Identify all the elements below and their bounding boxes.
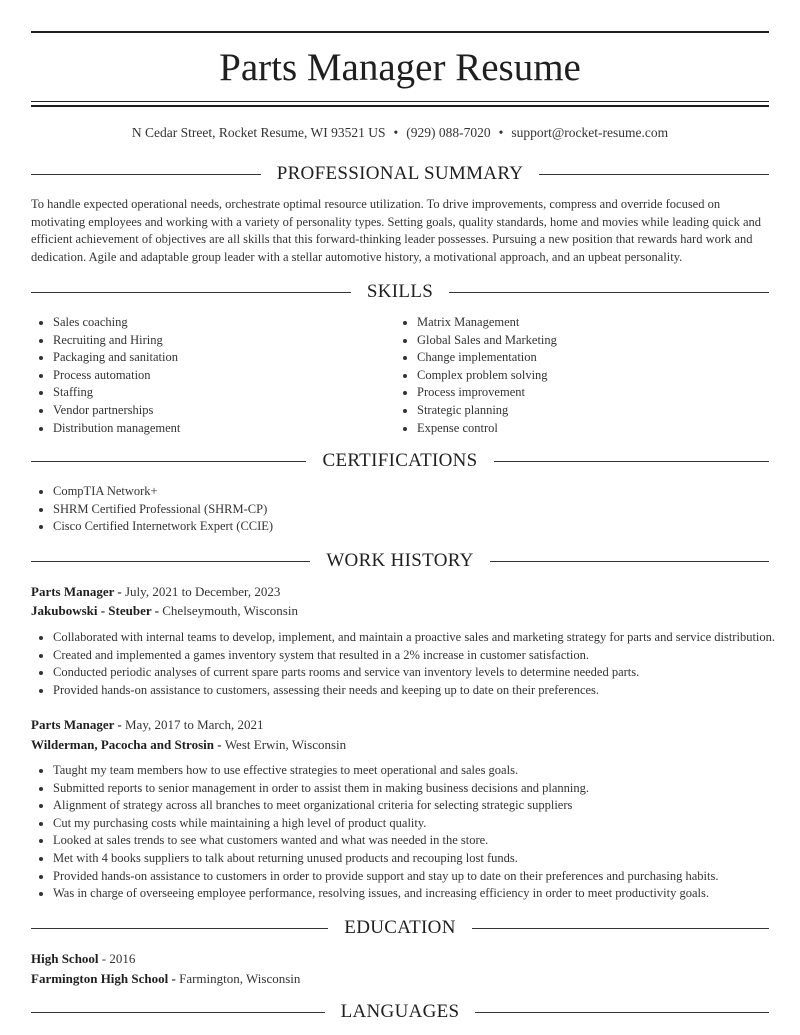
job-bullets [31,629,791,699]
job-dates: May, 2017 to March, 2021 [125,717,264,732]
job-company-line: Wilderman, Pacocha and Strosin - West Erwin, Wisconsin [31,737,347,752]
section-heading-work-history [31,548,769,574]
job-bullet: • Looked at sales trends to see what customers wanted and what was needed in the store. [53,832,791,850]
job-title: Parts Manager [31,584,115,599]
job-title-line: Parts Manager - May, 2017 to March, 2021 [31,717,264,732]
section-title: CERTIFICATIONS [322,450,478,471]
section-title: EDUCATION [344,917,456,938]
heading-rule [475,1012,769,1013]
contact-address: N Cedar Street, Rocket Resume, WI 93521 US [131,125,386,140]
job-bullet: • Submitted reports to senior management in order to assist them in making business decisions and planning. [53,780,791,798]
skill-item: • Matrix Management [417,314,791,332]
heading-rule [31,174,261,175]
heading-rule [31,561,310,562]
heading-rule [31,461,306,462]
section-title: WORK HISTORY [326,550,474,571]
heading-rule [31,1012,325,1013]
title-double-rule [31,101,769,107]
education-degree: High School [31,951,99,966]
heading-rule [472,928,769,929]
skill-item: • Staffing [53,384,403,402]
education-location: Farmington, Wisconsin [179,971,301,986]
certification-item: • Cisco Certified Internetwork Expert (CCIE) [53,518,791,536]
top-rule [31,31,769,33]
section-title: LANGUAGES [340,1001,460,1022]
skill-item: • Strategic planning [417,402,791,420]
skills-list-right [395,314,791,437]
section-heading-summary [31,161,769,187]
job-bullet: • Provided hands-on assistance to customers, assessing their needs and keeping up to date on their preferences. [53,682,791,700]
job-location: West Erwin, Wisconsin [224,737,347,752]
education-degree-line: High School - 2016 [31,951,136,966]
summary-paragraph: To handle expected operational needs, orchestrate optimal resource utilization. To drive improvements, compress and override focused on motivating employees and working with a variety of personality types. Setting goals, quality standards, home and movies while leading quick and efficient achievement of objectives are all skills that this forward-thinking leader possesses. Pursuing a new position that rewards hard work and dedication. Agile and adaptable group leader with a stellar automotive history, a motivational approach, and an upbeat personality. [31,197,762,264]
certification-item: • CompTIA Network+ [53,483,791,501]
skill-item: • Process improvement [417,384,791,402]
job-bullet: • Provided hands-on assistance to customers in order to provide support and stay up to date on their preferences and purchasing habits. [53,868,791,886]
skill-item: • Complex problem solving [417,367,791,385]
skill-item: • Expense control [417,420,791,438]
job-bullet: • Collaborated with internal teams to develop, implement, and maintain a proactive sales and marketing strategy for parts and service distribution. [53,629,791,647]
job-company: Wilderman, Pacocha and Strosin [31,737,214,752]
skill-item: • Recruiting and Hiring [53,332,403,350]
job-bullet: • Alignment of strategy across all branches to meet organizational criteria for selecting strategic suppliers [53,797,791,815]
section-heading-languages [31,999,769,1025]
job-bullet: • Conducted periodic analyses of current spare parts rooms and service van inventory levels to determine needed parts. [53,664,791,682]
certifications-list [31,483,791,536]
skill-item: • Distribution management [53,420,403,438]
contact-phone: (929) 088-7020 [406,125,491,140]
job-company-line: Jakubowski - Steuber - Chelseymouth, Wisconsin [31,603,298,618]
job-location: Chelseymouth, Wisconsin [162,603,298,618]
skill-item: • Packaging and sanitation [53,349,403,367]
section-title: PROFESSIONAL SUMMARY [276,163,524,184]
section-heading-education [31,915,769,941]
job-bullet: • Cut my purchasing costs while maintaining a high level of product quality. [53,815,791,833]
job-bullet: • Met with 4 books suppliers to talk about returning unused products and recouping lost funds. [53,850,791,868]
skills-list-left [31,314,403,437]
contact-separator: • [393,125,399,140]
heading-rule [490,561,769,562]
job-title: Parts Manager [31,717,115,732]
contact-email: support@rocket-resume.com [511,125,669,140]
skill-item: • Change implementation [417,349,791,367]
skill-item: • Global Sales and Marketing [417,332,791,350]
job-bullet: • Taught my team members how to use effective strategies to meet operational and sales goals. [53,762,791,780]
skill-item: • Sales coaching [53,314,403,332]
heading-rule [31,292,351,293]
heading-rule [31,928,328,929]
skill-item: • Vendor partnerships [53,402,403,420]
job-title-line: Parts Manager - July, 2021 to December, 2023 [31,584,281,599]
job-company: Jakubowski - Steuber [31,603,152,618]
heading-rule [449,292,769,293]
job-dates: July, 2021 to December, 2023 [125,584,281,599]
education-school-line: Farmington High School - Farmington, Wisconsin [31,971,301,986]
skill-item: • Process automation [53,367,403,385]
job-bullet: • Created and implemented a games inventory system that resulted in a 2% increase in customer satisfaction. [53,647,791,665]
education-school: Farmington High School [31,971,169,986]
contact-line [31,124,769,142]
certification-item: • SHRM Certified Professional (SHRM-CP) [53,501,791,519]
heading-rule [539,174,769,175]
section-heading-certifications [31,448,769,474]
job-bullets [31,762,791,903]
resume-title: Parts Manager Resume [219,46,581,89]
section-title: SKILLS [366,281,434,302]
section-heading-skills [31,279,769,305]
job-bullet: • Was in charge of overseeing employee performance, resolving issues, and increasing efficiency in order to meet productivity goals. [53,885,791,903]
education-year: 2016 [109,951,136,966]
contact-separator: • [498,125,504,140]
heading-rule [494,461,769,462]
